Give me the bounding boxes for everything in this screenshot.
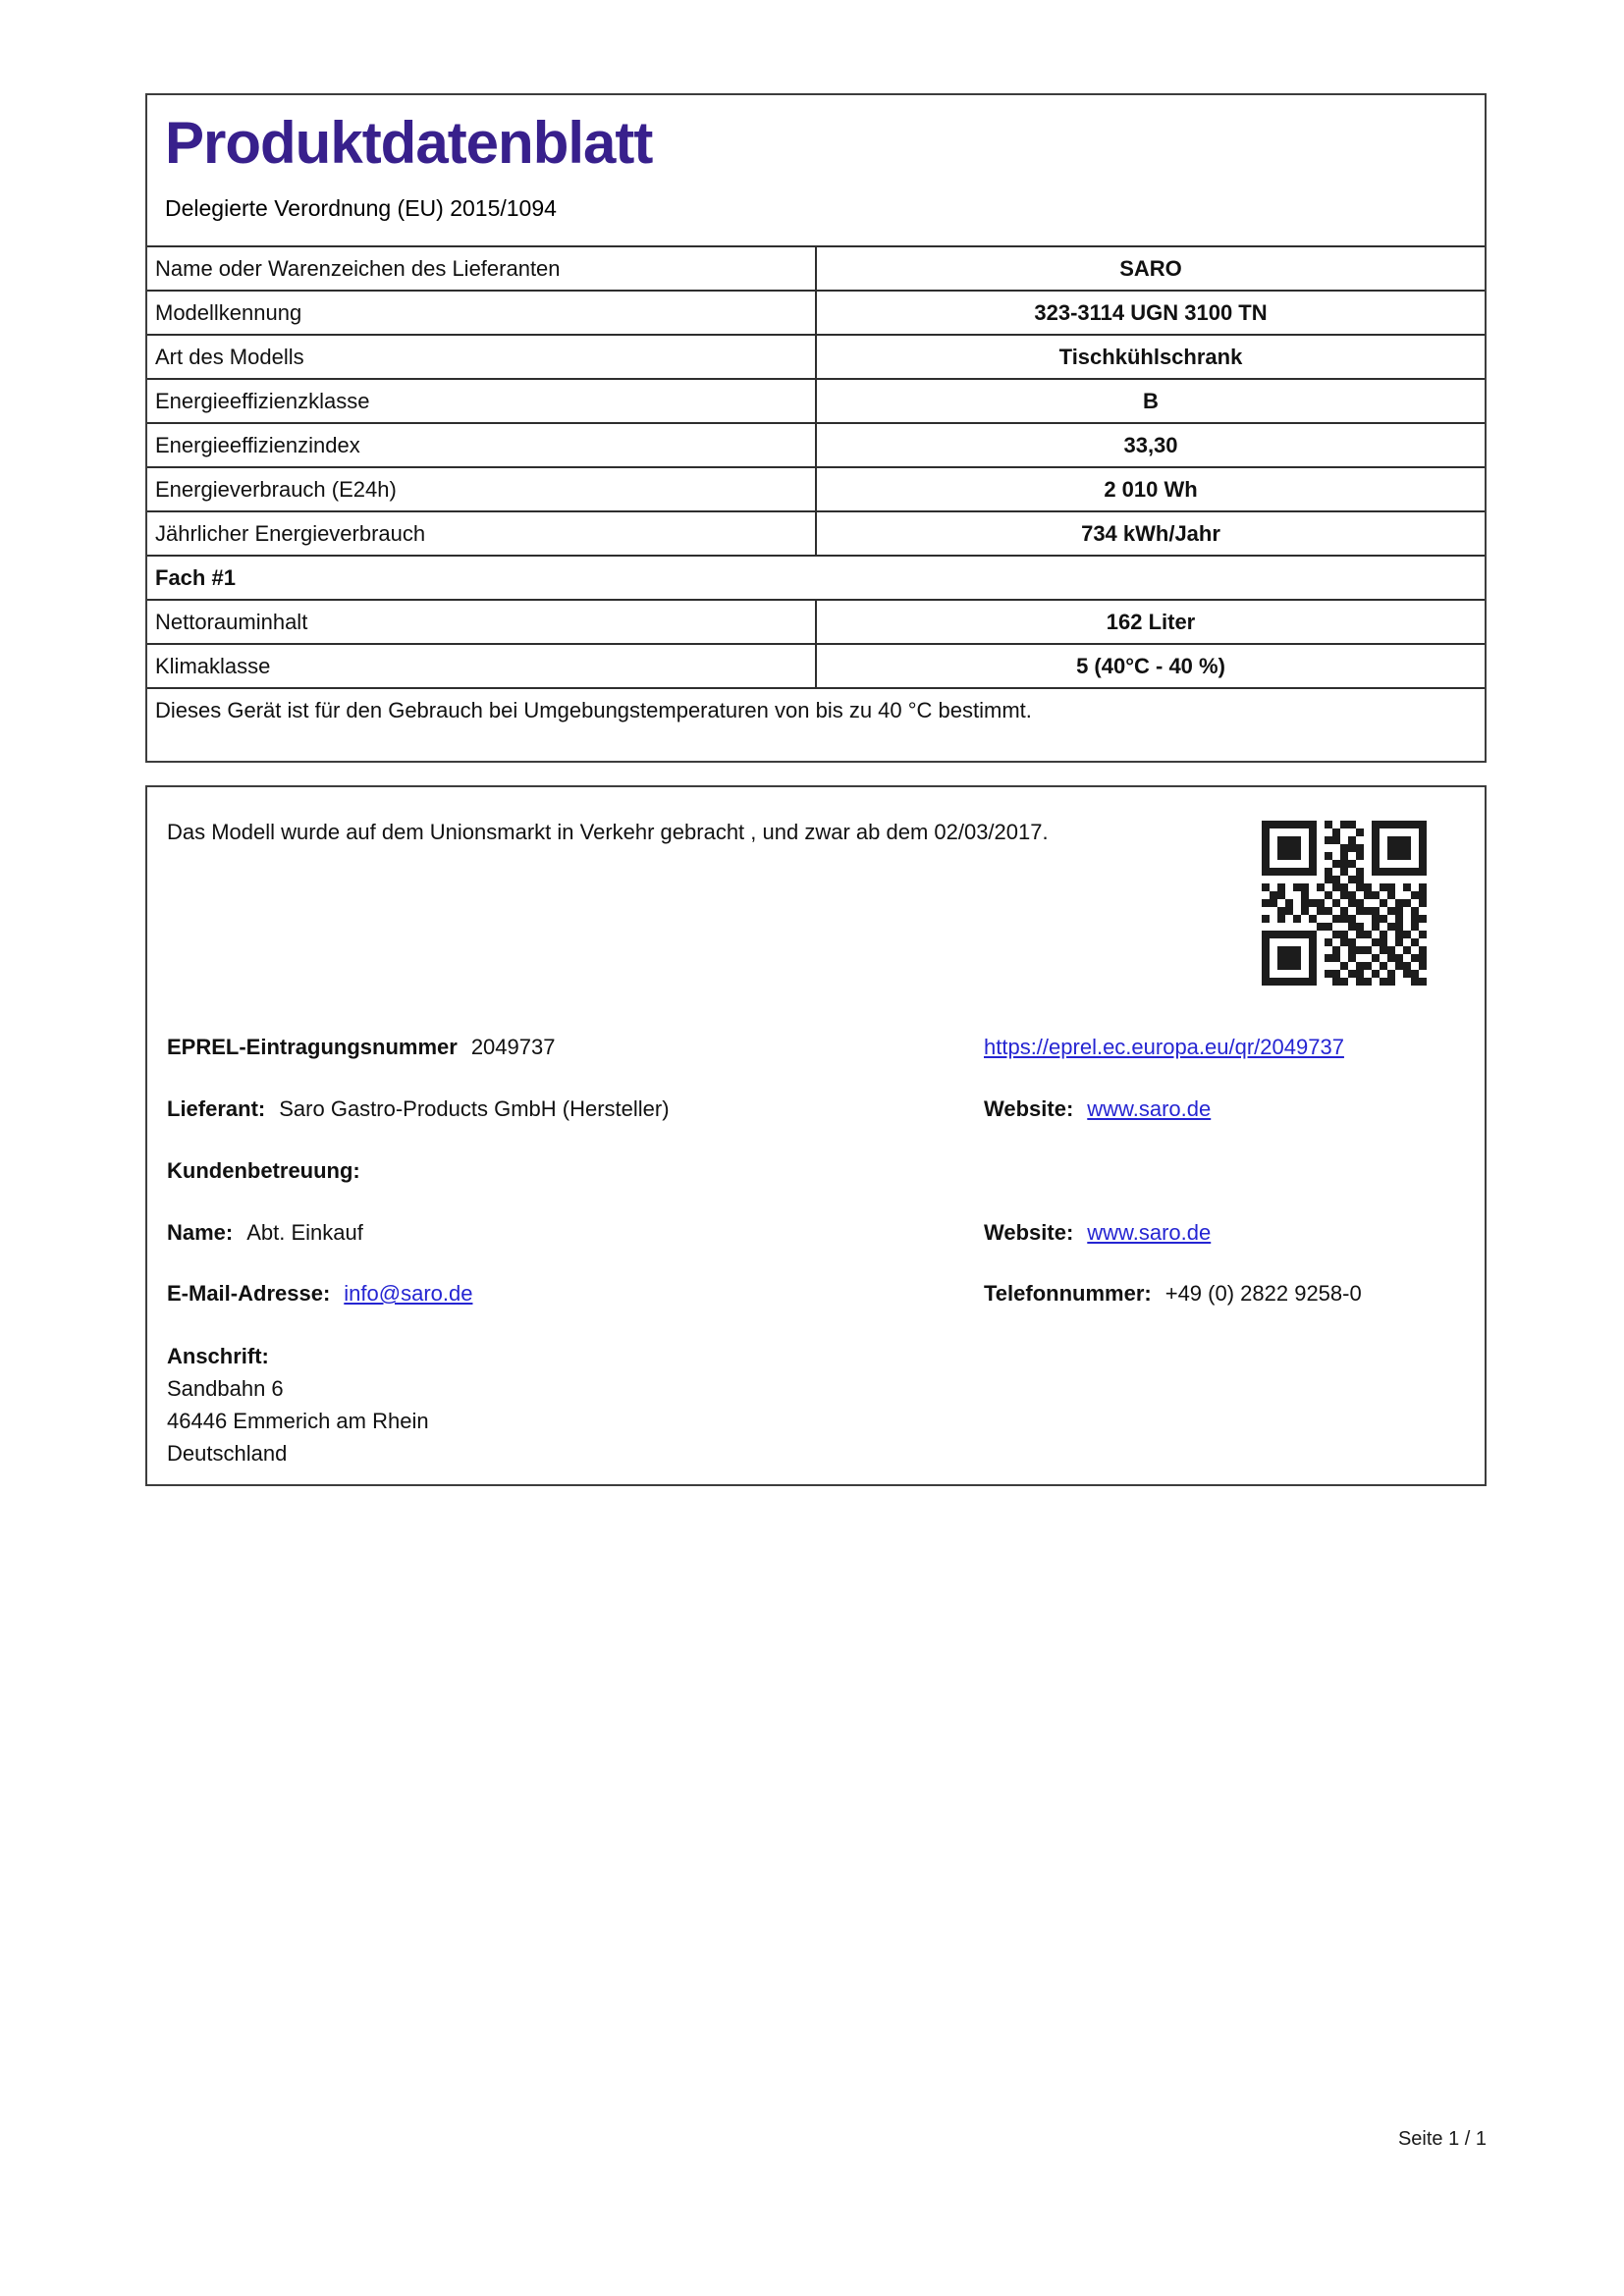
usage-note: Dieses Gerät ist für den Gebrauch bei Umgebungstemperaturen von bis zu 40 °C bestimmt. (147, 688, 1485, 732)
support-heading: Kundenbetreuung: (167, 1158, 360, 1183)
table-row (147, 423, 1485, 467)
address-country: Deutschland (167, 1441, 288, 1466)
address-street: Sandbahn 6 (167, 1376, 284, 1401)
spec-label: Energieeffizienzindex (147, 423, 816, 467)
spec-value: SARO (816, 246, 1485, 291)
support-website-link[interactable]: www.saro.de (1087, 1220, 1212, 1245)
support-heading-row (167, 1158, 360, 1184)
spec-value: 5 (40°C - 40 %) (816, 644, 1485, 688)
address-label: Anschrift: (167, 1344, 269, 1368)
table-row (147, 246, 1485, 291)
table-row (147, 291, 1485, 335)
table-row (147, 644, 1485, 688)
regulation-subtitle: Delegierte Verordnung (EU) 2015/1094 (165, 195, 557, 221)
table-row (147, 511, 1485, 556)
spec-label: Energieverbrauch (E24h) (147, 467, 816, 511)
spec-label: Energieeffizienzklasse (147, 379, 816, 423)
document-header (147, 95, 1485, 245)
address-city: 46446 Emmerich am Rhein (167, 1409, 429, 1433)
email-label: E-Mail-Adresse: (167, 1281, 331, 1306)
email-link[interactable]: info@saro.de (344, 1281, 473, 1306)
table-section-row (147, 556, 1485, 600)
table-row (147, 379, 1485, 423)
supplier-website-link[interactable]: www.saro.de (1087, 1096, 1212, 1121)
product-datasheet-panel (145, 93, 1487, 763)
qr-code-icon (1262, 821, 1427, 986)
spec-table (147, 245, 1485, 732)
spec-value: 33,30 (816, 423, 1485, 467)
spec-value: 162 Liter (816, 600, 1485, 644)
spec-value: 2 010 Wh (816, 467, 1485, 511)
table-note-row (147, 688, 1485, 732)
contact-name-row (167, 1220, 1212, 1246)
phone-label: Telefonnummer: (984, 1281, 1152, 1306)
spec-label: Modellkennung (147, 291, 816, 335)
spec-label: Jährlicher Energieverbrauch (147, 511, 816, 556)
supplier-row (167, 1096, 1212, 1122)
contact-name-value: Abt. Einkauf (246, 1220, 363, 1245)
contact-name-label: Name: (167, 1220, 234, 1245)
market-statement: Das Modell wurde auf dem Unionsmarkt in Verkehr gebracht , und zwar ab dem 02/03/2017. (167, 820, 1049, 844)
spec-label: Klimaklasse (147, 644, 816, 688)
phone-number: +49 (0) 2822 9258-0 (1164, 1281, 1362, 1306)
page-title: Produktdatenblatt (165, 110, 653, 176)
table-row (147, 600, 1485, 644)
market-info-panel (145, 785, 1487, 1486)
eprel-number: 2049737 (470, 1035, 556, 1059)
page-number: Seite 1 / 1 (1397, 2128, 1487, 2150)
email-row (167, 1281, 1362, 1307)
address-block (167, 1340, 429, 1469)
spec-value: 323-3114 UGN 3100 TN (816, 291, 1485, 335)
supplier-name: Saro Gastro-Products GmbH (Hersteller) (279, 1096, 670, 1121)
spec-value: Tischkühlschrank (816, 335, 1485, 379)
section-heading: Fach #1 (147, 556, 1485, 600)
table-row (147, 467, 1485, 511)
supplier-label: Lieferant: (167, 1096, 266, 1121)
table-row (147, 335, 1485, 379)
eprel-url-link[interactable]: https://eprel.ec.europa.eu/qr/2049737 (984, 1035, 1344, 1059)
website-label: Website: (984, 1096, 1074, 1121)
eprel-label: EPREL-Eintragungsnummer (167, 1035, 458, 1059)
spec-value: 734 kWh/Jahr (816, 511, 1485, 556)
spec-label: Art des Modells (147, 335, 816, 379)
spec-label: Nettorauminhalt (147, 600, 816, 644)
eprel-row (167, 1035, 1344, 1060)
spec-value: B (816, 379, 1485, 423)
website-label: Website: (984, 1220, 1074, 1245)
spec-label: Name oder Warenzeichen des Lieferanten (147, 246, 816, 291)
